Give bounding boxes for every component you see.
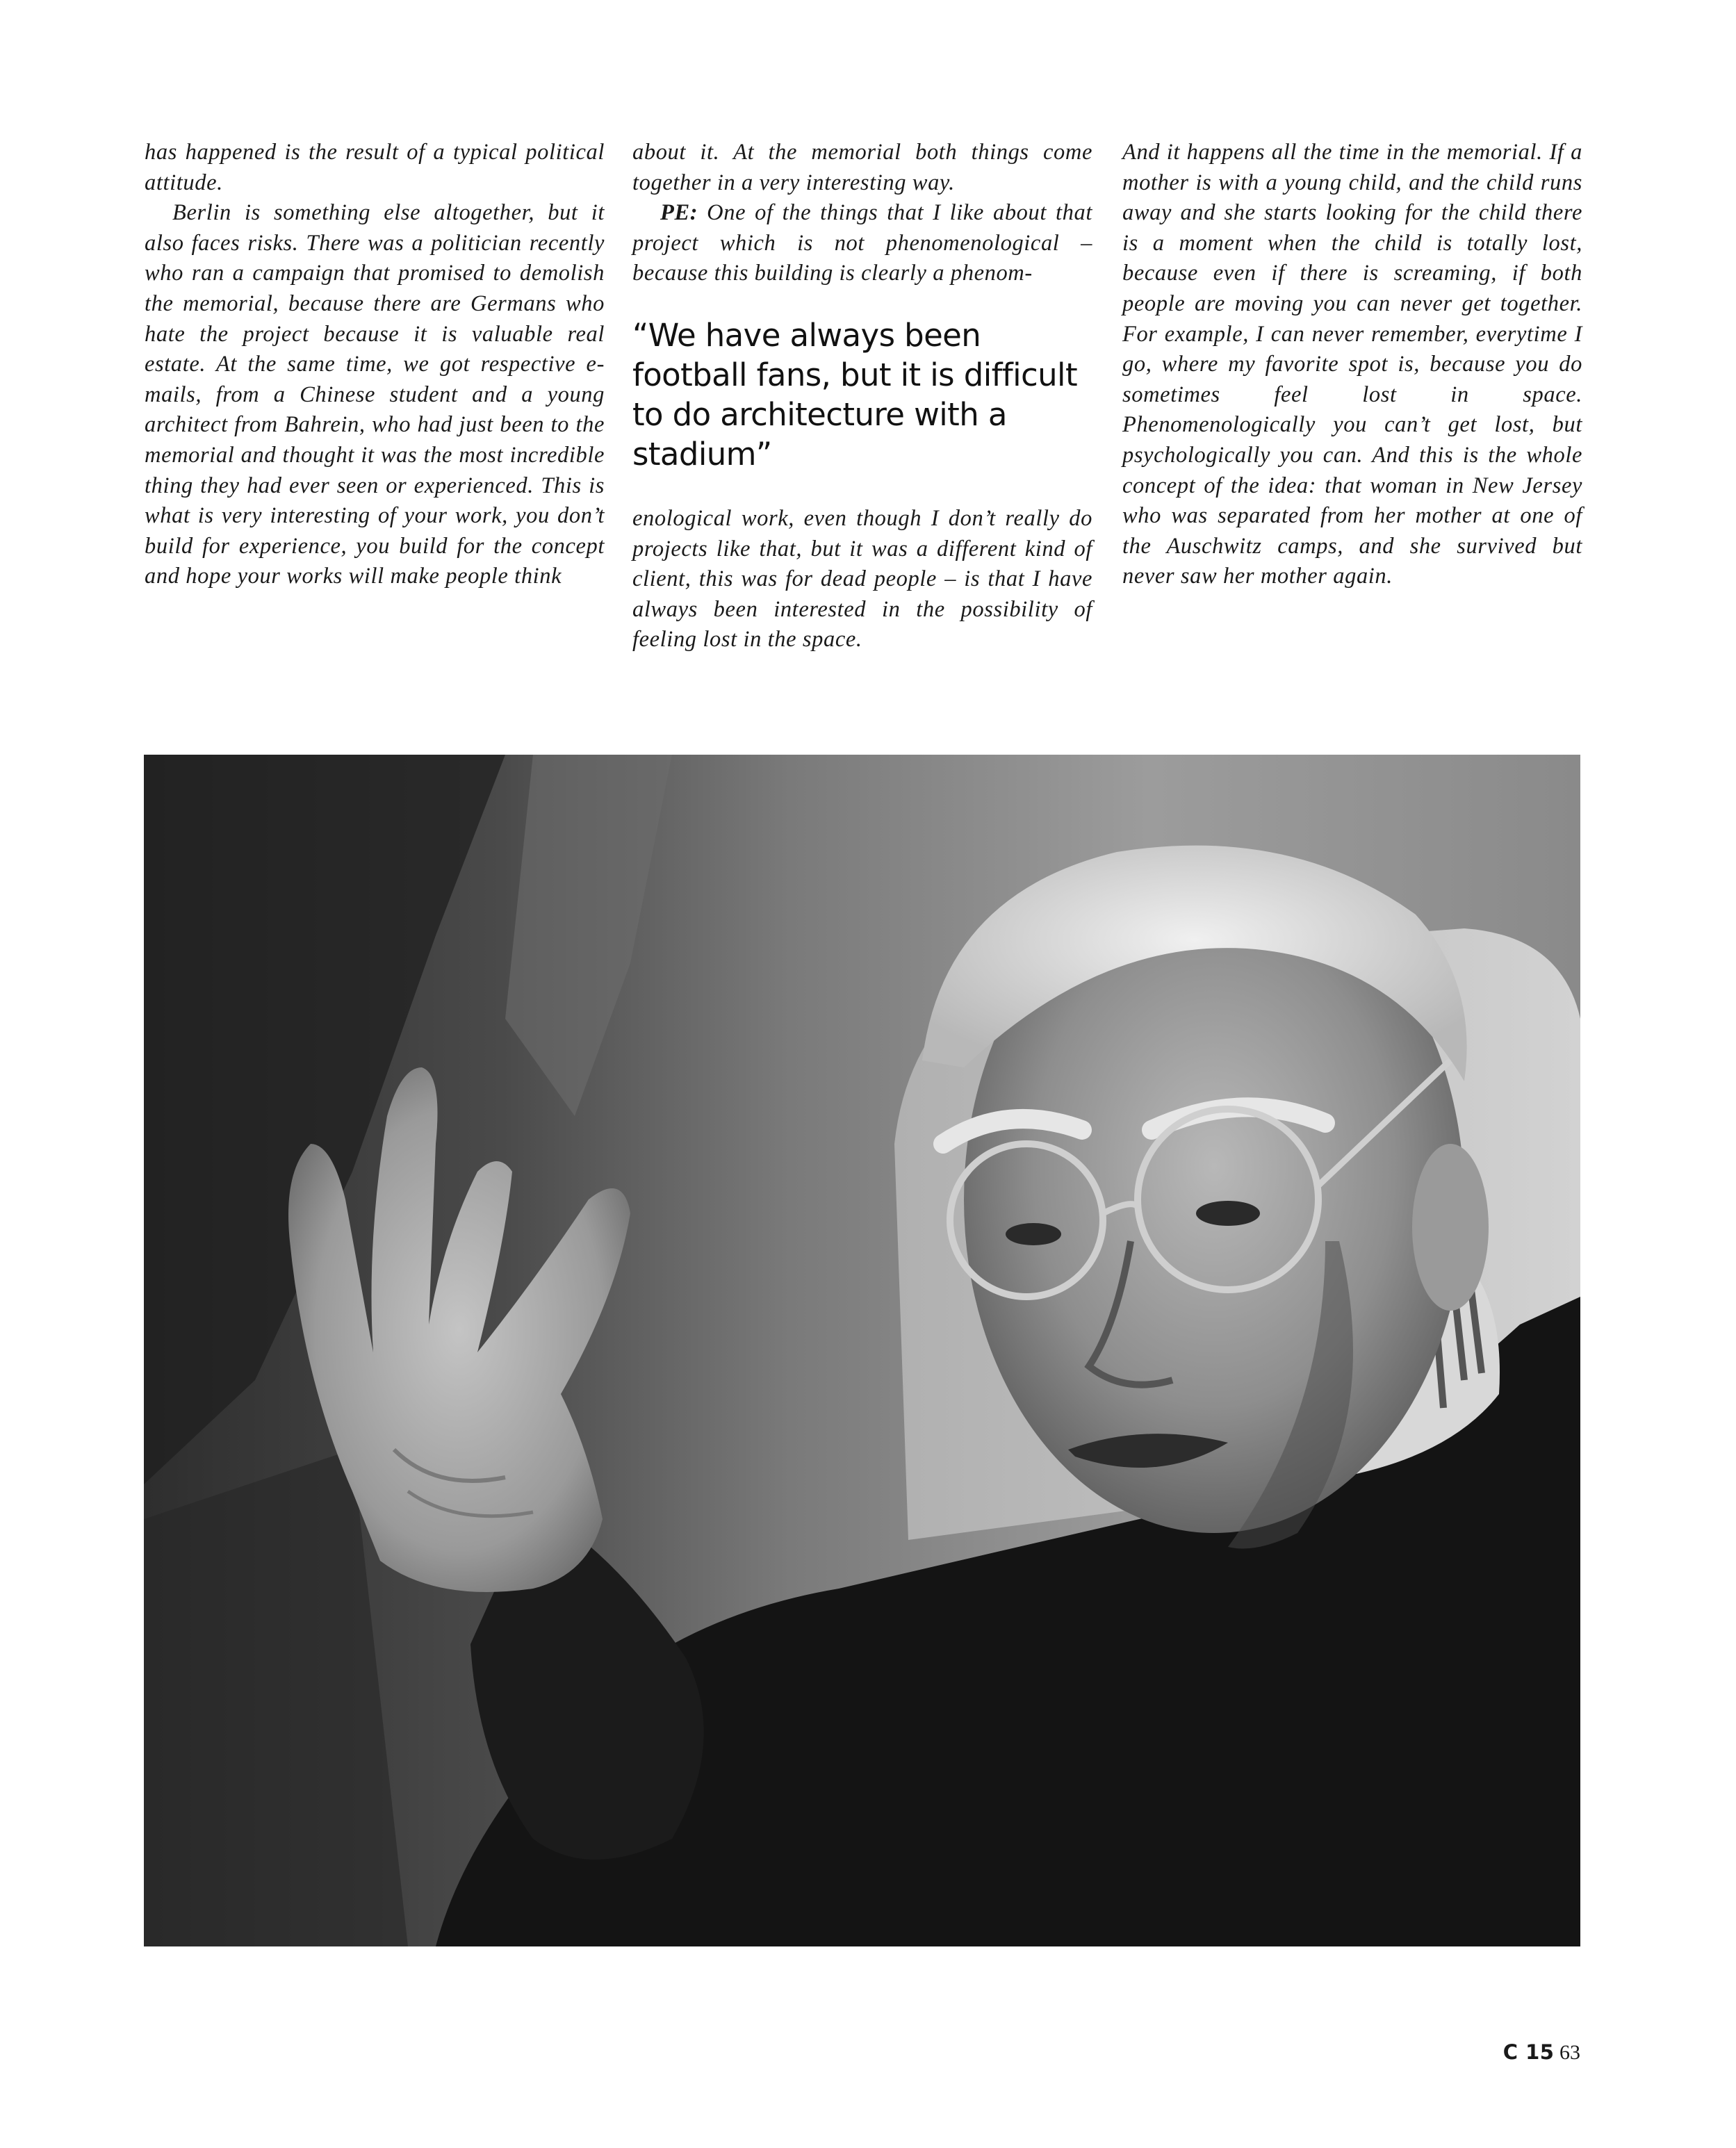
- column-3-paragraph-1: And it happens all the time in the memorial. If a mother is with a young child, and the child runs away and she starts looking for the child there is a moment when the child is totally lost, because even if there is screaming, if both people are moving you can never get together. For example, I can never remember, everytime I go, where my favorite spot is, because you do sometimes feel lost in space. Phenomenologically you can’t get lost, but psychologically you can. And this is the whole concept of the idea: that woman in New Jersey who was separated from her mother at one of the Auschwitz camps, and she survived but never saw her mother again.: [1122, 140, 1582, 589]
- article-column-1: [145, 138, 605, 592]
- article-column-2: [632, 138, 1092, 655]
- column-1-paragraph-2: Berlin is something else altogether, but it also faces risks. There was a politician recently who ran a campaign that promised to demolish the memorial, because there are Germans who hate the project because it is valuable real estate. At the same time, we got respective e-mails, from a Chinese student and a young architect from Bahrein, who had just been to the memorial and thought it was the most incredible thing they had ever seen or experienced. This is what is very interesting of your work, you don’t build for experience, you build for the concept and hope your works will make people think: [145, 200, 605, 589]
- page-number: 63: [1559, 2041, 1580, 2064]
- page-folio: [1503, 2040, 1580, 2065]
- column-2-paragraph-3: enological work, even though I don’t really do projects like that, but it was a different kind of client, this was for dead people – is that I have always been interested in the possibility of feeling lost in the space.: [632, 505, 1092, 653]
- column-2-paragraph-1: about it. At the memorial both things come together in a very interesting way.: [632, 140, 1092, 195]
- column-2-paragraph-2: [632, 198, 1092, 289]
- portrait-photo: [144, 755, 1580, 1946]
- speaker-label: PE:: [660, 200, 698, 226]
- portrait-photo-icon: [144, 755, 1580, 1946]
- column-1-paragraph-1: has happened is the result of a typical political attitude.: [145, 140, 605, 195]
- magazine-issue-label: C 15: [1502, 2040, 1555, 2064]
- pull-quote: “We have always been football fans, but it is difficult to do architecture with a stadium”: [632, 316, 1077, 473]
- column-2-paragraph-2-text: One of the things that I like about that project which is not phenomenological – because this building is clearly a phenom-: [632, 200, 1092, 286]
- article-column-3: [1122, 138, 1582, 592]
